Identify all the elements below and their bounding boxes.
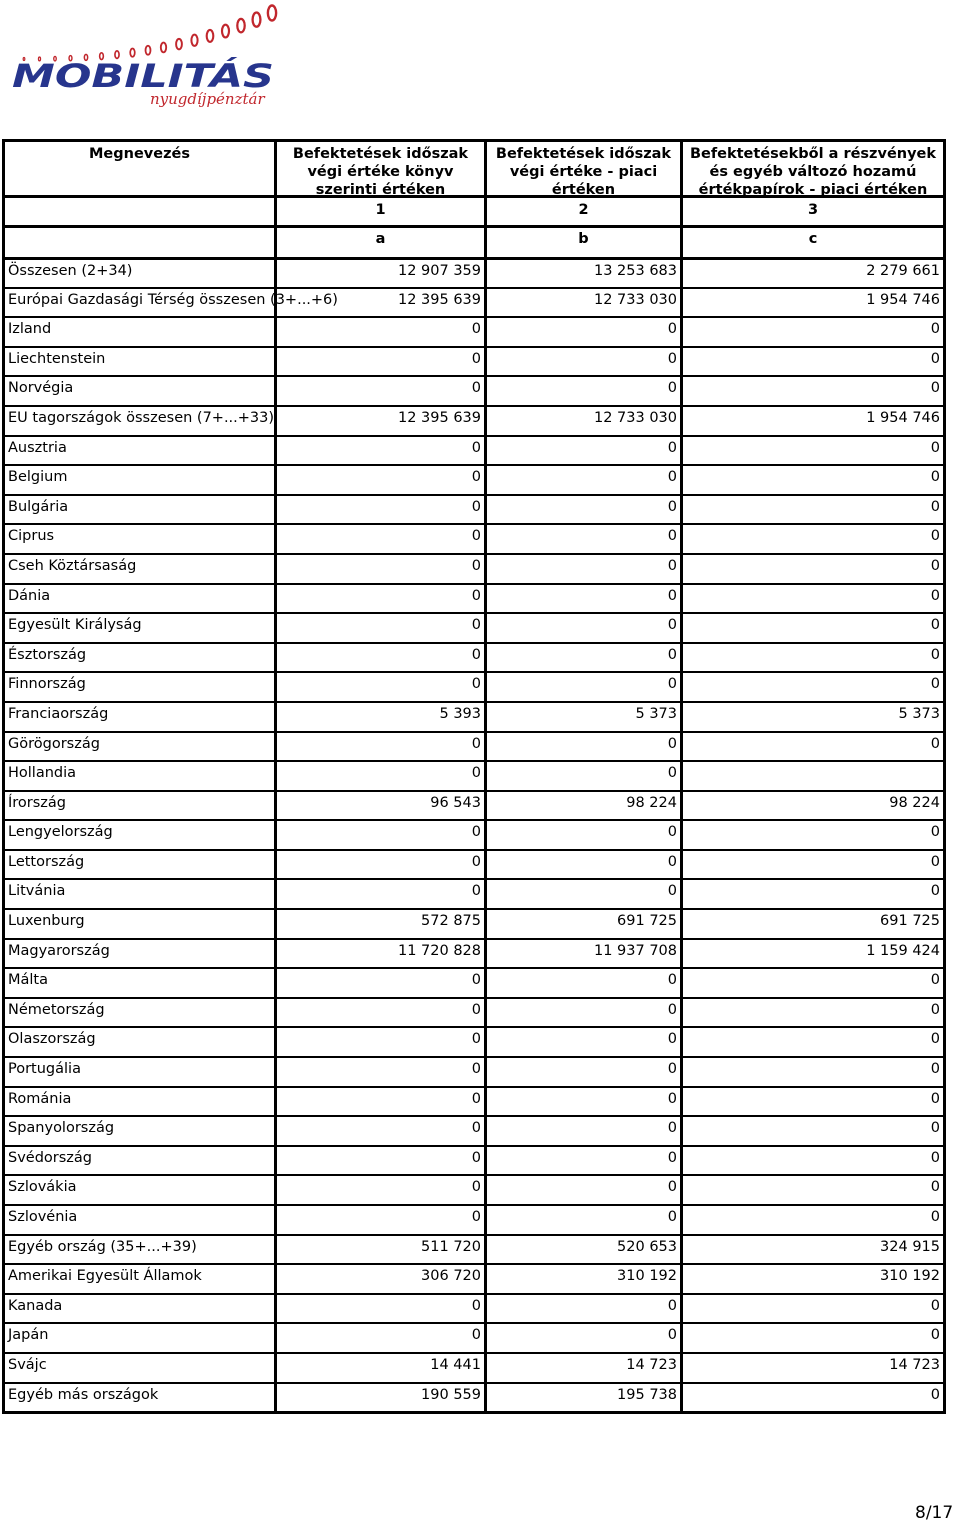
row-equities-value: 1 954 746 <box>680 289 943 317</box>
table-row <box>5 760 943 790</box>
row-equities-value: 5 373 <box>680 703 943 731</box>
row-market-value: 0 <box>484 377 680 405</box>
table-row <box>5 1056 943 1086</box>
row-label: Dánia <box>8 587 51 604</box>
row-equities-value: 0 <box>680 851 943 879</box>
row-equities-value: 0 <box>680 673 943 701</box>
mobilitas-logo <box>10 5 282 110</box>
row-book-value: 0 <box>274 1295 484 1323</box>
row-equities-value: 324 915 <box>680 1236 943 1264</box>
table-row <box>5 1174 943 1204</box>
row-label: Spanyolország <box>8 1120 115 1137</box>
row-label: Egyesült Királyság <box>8 617 142 634</box>
row-market-value: 0 <box>484 1088 680 1116</box>
row-book-value: 0 <box>274 585 484 613</box>
table-row <box>5 849 943 879</box>
table-row <box>5 1086 943 1116</box>
row-label: Portugália <box>8 1061 81 1078</box>
row-equities-value: 0 <box>680 1324 943 1352</box>
table-row <box>5 790 943 820</box>
row-book-value: 0 <box>274 880 484 908</box>
row-label: Magyarország <box>8 942 110 959</box>
row-equities-value: 0 <box>680 1117 943 1145</box>
row-label: Egyéb ország (35+...+39) <box>8 1238 197 1255</box>
row-market-value: 0 <box>484 644 680 672</box>
table-row <box>5 257 943 287</box>
row-market-value: 0 <box>484 614 680 642</box>
row-book-value: 0 <box>274 614 484 642</box>
row-label: Málta <box>8 972 48 989</box>
row-book-value: 96 543 <box>274 792 484 820</box>
logo-dot <box>207 30 214 42</box>
row-label: Egyéb más országok <box>8 1386 159 1403</box>
row-book-value: 0 <box>274 525 484 553</box>
row-market-value: 520 653 <box>484 1236 680 1264</box>
row-equities-value: 0 <box>680 969 943 997</box>
row-equities-value: 0 <box>680 999 943 1027</box>
logo-dot <box>161 43 166 53</box>
table-row <box>5 583 943 613</box>
logo-dot <box>191 35 197 46</box>
table-row <box>5 1263 943 1293</box>
table-header-row <box>5 142 943 198</box>
row-label: Lettország <box>8 853 85 870</box>
row-market-value: 0 <box>484 555 680 583</box>
investment-table <box>2 139 946 1414</box>
row-market-value: 98 224 <box>484 792 680 820</box>
table-body <box>5 257 943 1411</box>
column-letter-a: a <box>274 228 484 257</box>
table-row <box>5 1145 943 1175</box>
row-label: Lengyelország <box>8 824 113 841</box>
row-label: Belgium <box>8 469 68 486</box>
row-equities-value: 14 723 <box>680 1354 943 1382</box>
column-letter-b: b <box>484 228 680 257</box>
table-row <box>5 967 943 997</box>
row-equities-value: 0 <box>680 466 943 494</box>
row-book-value: 12 907 359 <box>274 260 484 287</box>
logo-dot <box>253 12 261 26</box>
table-row <box>5 523 943 553</box>
row-book-value: 0 <box>274 851 484 879</box>
row-equities-value: 0 <box>680 555 943 583</box>
row-label: Svédország <box>8 1149 92 1166</box>
row-market-value: 0 <box>484 1176 680 1204</box>
row-label: EU tagországok összesen (7+...+33) <box>8 409 275 426</box>
logo-dot <box>176 39 182 50</box>
row-book-value: 0 <box>274 1206 484 1234</box>
row-label: Szlovénia <box>8 1209 78 1225</box>
row-label: Liechtenstein <box>8 350 106 367</box>
row-label: Finnország <box>8 676 86 693</box>
logo-dot <box>268 6 276 21</box>
row-market-value: 0 <box>484 673 680 701</box>
table-row <box>5 997 943 1027</box>
row-book-value: 11 720 828 <box>274 940 484 968</box>
row-equities-value: 0 <box>680 377 943 405</box>
row-label: Németország <box>8 1001 105 1018</box>
row-equities-value: 0 <box>680 821 943 849</box>
row-label: Szlovákia <box>8 1179 77 1196</box>
row-equities-value: 1 954 746 <box>680 407 943 435</box>
row-book-value: 0 <box>274 496 484 524</box>
row-equities-value: 98 224 <box>680 792 943 820</box>
row-book-value: 0 <box>274 1088 484 1116</box>
row-market-value: 5 373 <box>484 703 680 731</box>
table-row <box>5 1115 943 1145</box>
column-number-3: 3 <box>680 198 943 225</box>
row-equities-value: 0 <box>680 348 943 376</box>
row-book-value: 12 395 639 <box>274 289 484 317</box>
logo-dot <box>146 46 151 55</box>
row-market-value: 0 <box>484 762 680 790</box>
row-market-value: 14 723 <box>484 1354 680 1382</box>
table-row <box>5 938 943 968</box>
row-equities-value: 0 <box>680 437 943 465</box>
row-equities-value: 0 <box>680 644 943 672</box>
row-equities-value: 0 <box>680 1088 943 1116</box>
table-row <box>5 642 943 672</box>
row-book-value: 0 <box>274 1028 484 1056</box>
row-market-value: 0 <box>484 1206 680 1234</box>
row-label: Hollandia <box>8 765 77 782</box>
row-market-value: 0 <box>484 969 680 997</box>
table-row <box>5 819 943 849</box>
row-book-value: 0 <box>274 969 484 997</box>
row-market-value: 0 <box>484 585 680 613</box>
table-row <box>5 1382 943 1412</box>
row-equities-value: 0 <box>680 1176 943 1204</box>
row-equities-value: 0 <box>680 1206 943 1234</box>
row-label: Franciaország <box>8 705 109 722</box>
row-label: Ausztria <box>8 439 67 456</box>
table-row <box>5 494 943 524</box>
row-market-value: 0 <box>484 1324 680 1352</box>
row-book-value: 0 <box>274 673 484 701</box>
table-row <box>5 435 943 465</box>
row-equities-value: 0 <box>680 1147 943 1175</box>
table-row <box>5 1204 943 1234</box>
table-row <box>5 701 943 731</box>
row-book-value: 0 <box>274 1147 484 1175</box>
table-row <box>5 346 943 376</box>
row-label: Görögország <box>8 735 100 752</box>
table-row <box>5 1322 943 1352</box>
row-equities-value: 0 <box>680 733 943 761</box>
row-market-value: 0 <box>484 821 680 849</box>
row-equities-value <box>680 762 943 790</box>
row-book-value: 0 <box>274 377 484 405</box>
row-label: Luxenburg <box>8 913 85 930</box>
row-market-value: 0 <box>484 1117 680 1145</box>
row-book-value: 0 <box>274 555 484 583</box>
table-row <box>5 908 943 938</box>
row-market-value: 0 <box>484 496 680 524</box>
logo-dot <box>237 19 244 33</box>
column-letter-c: c <box>680 228 943 257</box>
logo-name: MOBILITÁS <box>12 57 274 95</box>
table-row <box>5 316 943 346</box>
row-market-value: 12 733 030 <box>484 289 680 317</box>
row-equities-value: 0 <box>680 1028 943 1056</box>
row-market-value: 195 738 <box>484 1384 680 1412</box>
row-market-value: 0 <box>484 348 680 376</box>
row-book-value: 0 <box>274 348 484 376</box>
row-market-value: 0 <box>484 880 680 908</box>
row-book-value: 0 <box>274 1058 484 1086</box>
row-market-value: 13 253 683 <box>484 260 680 287</box>
row-market-value: 0 <box>484 466 680 494</box>
page-number: 8/17 <box>915 1503 954 1523</box>
row-book-value: 0 <box>274 762 484 790</box>
row-market-value: 0 <box>484 733 680 761</box>
column-number-2: 2 <box>484 198 680 225</box>
row-book-value: 0 <box>274 1117 484 1145</box>
table-row <box>5 1293 943 1323</box>
row-label: Amerikai Egyesült Államok <box>8 1268 202 1285</box>
logo-tagline: nyugdíjpénztár <box>150 90 265 108</box>
table-row <box>5 464 943 494</box>
row-equities-value: 0 <box>680 1058 943 1086</box>
row-equities-value: 0 <box>680 1384 943 1412</box>
row-book-value: 14 441 <box>274 1354 484 1382</box>
row-label: Svájc <box>8 1356 47 1373</box>
column-letter-row <box>5 225 943 257</box>
row-book-value: 306 720 <box>274 1265 484 1293</box>
row-book-value: 5 393 <box>274 703 484 731</box>
row-market-value: 0 <box>484 1295 680 1323</box>
row-market-value: 0 <box>484 1147 680 1175</box>
row-label: Észtország <box>8 646 87 663</box>
row-label: Ciprus <box>8 528 55 545</box>
row-equities-value: 310 192 <box>680 1265 943 1293</box>
row-market-value: 0 <box>484 437 680 465</box>
table-row <box>5 612 943 642</box>
row-market-value: 0 <box>484 525 680 553</box>
logo-graphic <box>10 5 282 110</box>
table-row <box>5 375 943 405</box>
row-label: Kanada <box>8 1297 63 1314</box>
header-equities: Befektetésekből a részvények és egyéb változó hozamú értékpapírok - piaci értéken <box>680 142 943 195</box>
row-market-value: 0 <box>484 999 680 1027</box>
table-row <box>5 553 943 583</box>
row-book-value: 0 <box>274 999 484 1027</box>
row-equities-value: 0 <box>680 525 943 553</box>
row-book-value: 0 <box>274 733 484 761</box>
row-label: Összesen (2+34) <box>8 263 133 279</box>
logo-dot <box>130 49 135 57</box>
row-label: Cseh Köztársaság <box>8 557 137 574</box>
column-number-blank <box>5 198 274 225</box>
row-equities-value: 2 279 661 <box>680 260 943 287</box>
row-book-value: 0 <box>274 437 484 465</box>
header-name: Megnevezés <box>89 146 190 162</box>
row-equities-value: 0 <box>680 318 943 346</box>
row-label: Bulgária <box>8 498 69 515</box>
row-equities-value: 0 <box>680 614 943 642</box>
row-equities-value: 0 <box>680 585 943 613</box>
table-row <box>5 1234 943 1264</box>
row-market-value: 0 <box>484 1058 680 1086</box>
logo-arc-decoration <box>23 6 276 61</box>
row-label: Európai Gazdasági Térség összesen (3+...+6) <box>8 291 338 308</box>
table-row <box>5 1352 943 1382</box>
row-market-value: 691 725 <box>484 910 680 938</box>
row-book-value: 12 395 639 <box>274 407 484 435</box>
row-label: Olaszország <box>8 1031 96 1048</box>
row-book-value: 0 <box>274 466 484 494</box>
row-book-value: 0 <box>274 318 484 346</box>
row-equities-value: 0 <box>680 496 943 524</box>
row-book-value: 0 <box>274 1324 484 1352</box>
table-row <box>5 731 943 761</box>
row-label: Japán <box>8 1327 49 1344</box>
column-number-row <box>5 195 943 225</box>
table-row <box>5 287 943 317</box>
row-label: Izland <box>8 321 52 338</box>
row-book-value: 190 559 <box>274 1384 484 1412</box>
logo-dot <box>222 25 229 38</box>
row-market-value: 0 <box>484 851 680 879</box>
row-book-value: 0 <box>274 821 484 849</box>
table-row <box>5 878 943 908</box>
row-equities-value: 0 <box>680 1295 943 1323</box>
row-label: Litvánia <box>8 883 66 900</box>
row-equities-value: 1 159 424 <box>680 940 943 968</box>
column-number-1: 1 <box>274 198 484 225</box>
row-market-value: 11 937 708 <box>484 940 680 968</box>
row-label: Írország <box>8 794 67 811</box>
table-row <box>5 671 943 701</box>
row-market-value: 0 <box>484 1028 680 1056</box>
row-book-value: 511 720 <box>274 1236 484 1264</box>
row-equities-value: 0 <box>680 880 943 908</box>
row-label: Norvégia <box>8 380 74 397</box>
row-book-value: 0 <box>274 1176 484 1204</box>
row-market-value: 310 192 <box>484 1265 680 1293</box>
header-book-value: Befektetések időszak végi értéke könyv szerinti értéken <box>274 142 484 195</box>
column-letter-blank <box>5 228 274 257</box>
table-row <box>5 1026 943 1056</box>
header-market-value: Befektetések időszak végi értéke - piaci értéken <box>484 142 680 195</box>
row-label: Románia <box>8 1090 72 1107</box>
row-market-value: 0 <box>484 318 680 346</box>
table-row <box>5 405 943 435</box>
row-book-value: 0 <box>274 644 484 672</box>
row-equities-value: 691 725 <box>680 910 943 938</box>
row-market-value: 12 733 030 <box>484 407 680 435</box>
row-book-value: 572 875 <box>274 910 484 938</box>
